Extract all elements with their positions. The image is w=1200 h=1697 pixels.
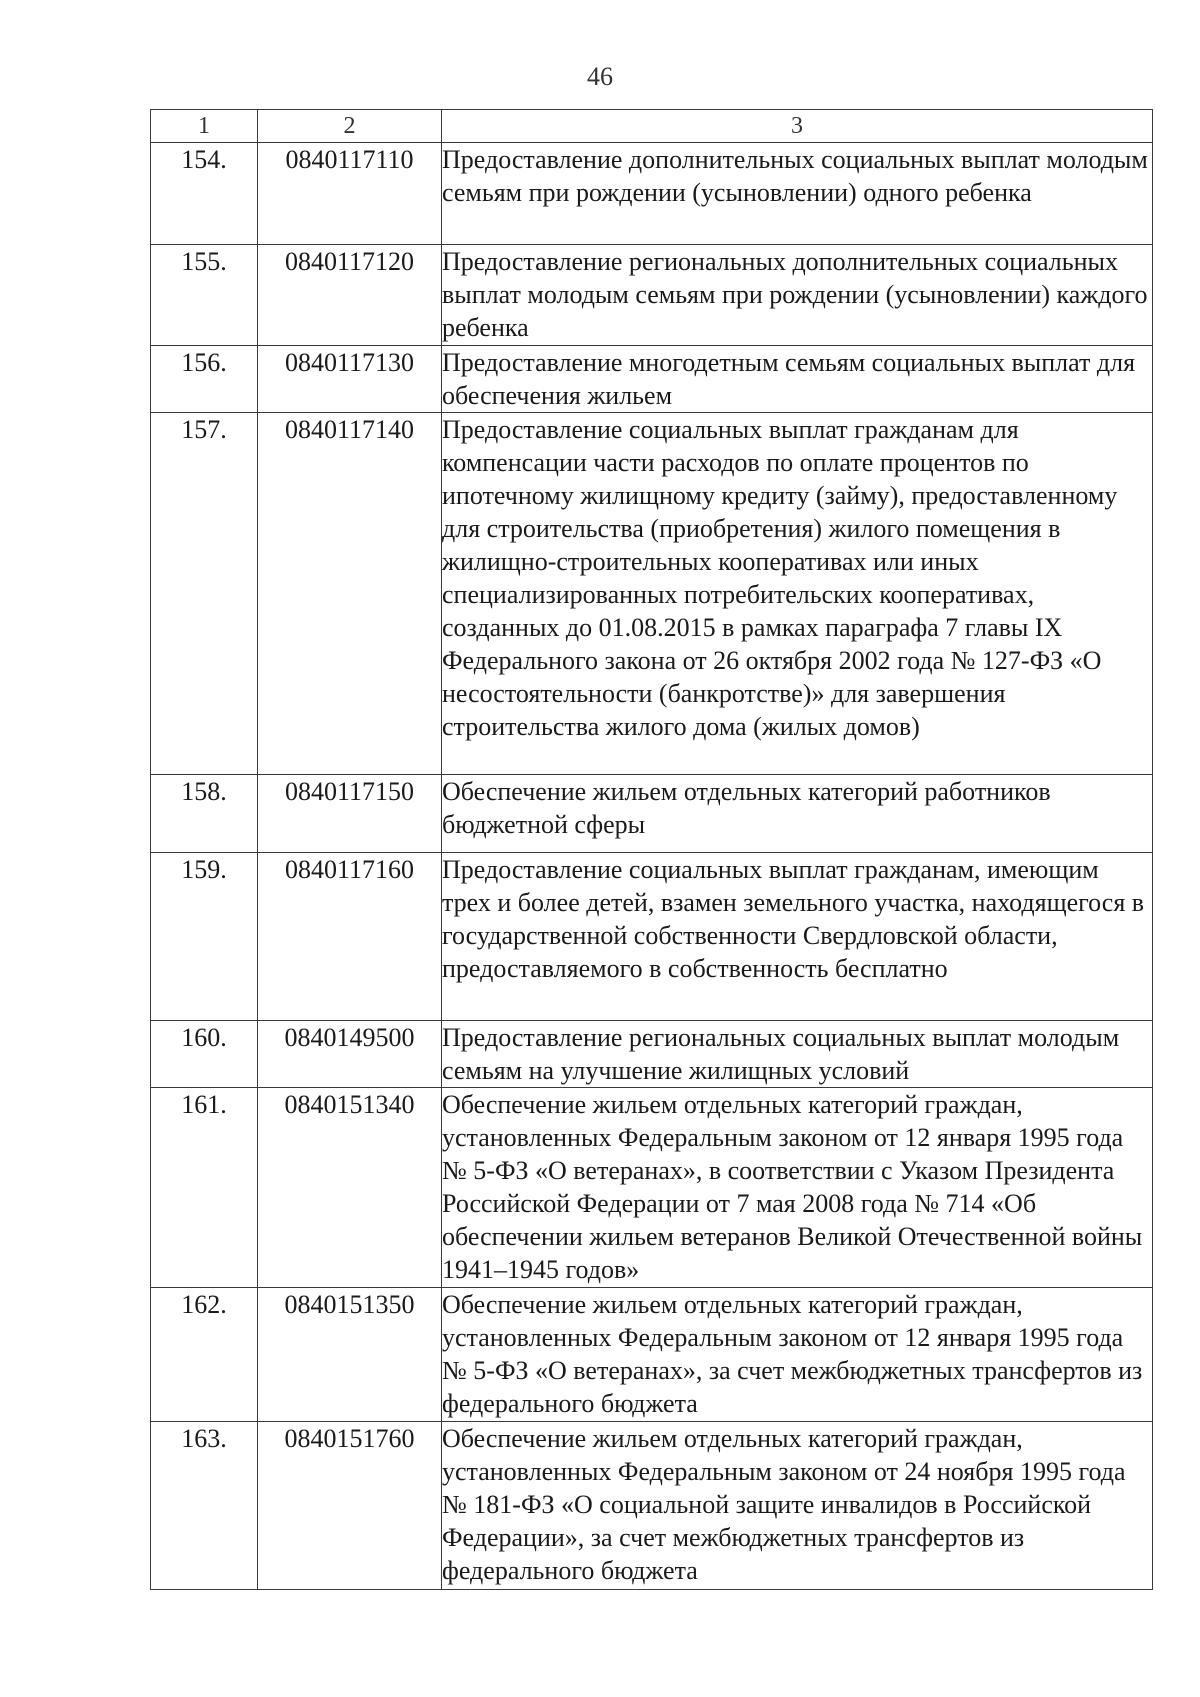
row-number: 155. [151,245,258,346]
table-row [151,775,1153,853]
row-description: Обеспечение жильем отдельных категорий граждан, установленных Федеральным законом от 12 января 1995 года № 5-ФЗ «О ветеранах», за счет межбюджетных трансфертов из федерального бюджета [442,1288,1153,1422]
row-description: Предоставление социальных выплат гражданам, имеющим трех и более детей, взамен земельного участка, находящегося в государственной собственности Свердловской области, предоставляемого в собственность бесплатно [442,853,1153,1021]
row-description: Обеспечение жильем отдельных категорий граждан, установленных Федеральным законом от 12 января 1995 года № 5-ФЗ «О ветеранах», в соответствии с Указом Президента Российской Федерации от 7 мая 2008 года № 714 «Об обеспечении жильем ветеранов Великой Отечественной войны 1941–1945 годов» [442,1088,1153,1288]
row-number: 158. [151,775,258,853]
table-header-row [151,110,1153,143]
row-code: 0840117120 [258,245,442,346]
row-description: Обеспечение жильем отдельных категорий граждан, установленных Федеральным законом от 24 ноября 1995 года № 181-ФЗ «О социальной защите инвалидов в Российской Федерации», за счет межбюджетных трансфертов из федерального бюджета [442,1422,1153,1590]
column-header-3: 3 [442,110,1153,143]
table-row [151,346,1153,413]
row-description: Предоставление дополнительных социальных выплат молодым семьям при рождении (усыновлении) одного ребенка [442,143,1153,245]
column-header-1: 1 [151,110,258,143]
row-code: 0840117130 [258,346,442,413]
row-number: 154. [151,143,258,245]
row-description: Предоставление региональных социальных выплат молодым семьям на улучшение жилищных условий [442,1021,1153,1088]
row-description: Предоставление многодетным семьям социальных выплат для обеспечения жильем [442,346,1153,413]
table-row [151,245,1153,346]
row-number: 156. [151,346,258,413]
table-row [151,853,1153,1021]
row-code: 0840151350 [258,1288,442,1422]
row-code: 0840117110 [258,143,442,245]
row-code: 0840149500 [258,1021,442,1088]
row-number: 163. [151,1422,258,1590]
column-header-2: 2 [258,110,442,143]
row-code: 0840117150 [258,775,442,853]
row-number: 157. [151,413,258,775]
row-code: 0840117140 [258,413,442,775]
row-description: Предоставление региональных дополнительных социальных выплат молодым семьям при рождении (усыновлении) каждого ребенка [442,245,1153,346]
row-number: 162. [151,1288,258,1422]
row-description: Обеспечение жильем отдельных категорий работников бюджетной сферы [442,775,1153,853]
row-number: 160. [151,1021,258,1088]
table-row [151,413,1153,775]
table-row [151,143,1153,245]
row-description: Предоставление социальных выплат гражданам для компенсации части расходов по оплате процентов по ипотечному жилищному кредиту (займу), предоставленному для строительства (приобретения) жилого помещения в жилищно-строительных кооперативах или иных специализированных потребительских кооперативах, созданных до 01.08.2015 в рамках параграфа 7 главы IX Федерального закона от 26 октября 2002 года № 127-ФЗ «О несостоятельности (банкротстве)» для завершения строительства жилого дома (жилых домов) [442,413,1153,775]
row-number: 161. [151,1088,258,1288]
row-code: 0840151760 [258,1422,442,1590]
row-code: 0840151340 [258,1088,442,1288]
budget-codes-table [150,109,1153,1590]
row-code: 0840117160 [258,853,442,1021]
row-number: 159. [151,853,258,1021]
table-row [151,1422,1153,1590]
page-number: 46 [587,62,613,91]
table-row [151,1288,1153,1422]
table-row [151,1021,1153,1088]
table-row [151,1088,1153,1288]
